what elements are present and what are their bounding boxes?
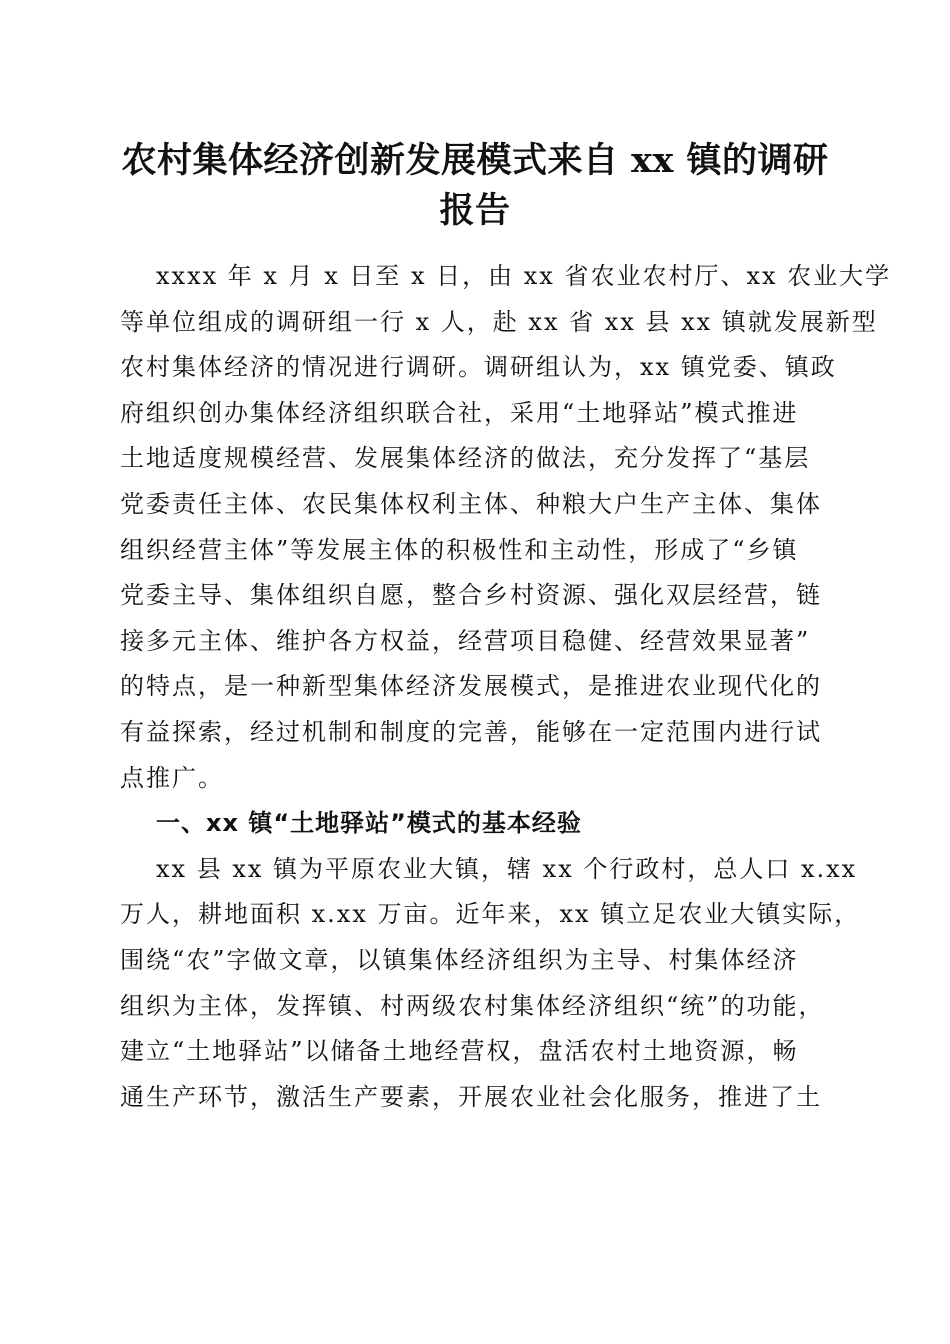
paragraph-line: 围绕“农”字做文章，以镇集体经济组织为主导、村集体经济 [120,945,799,974]
section-heading: 一、xx 镇“土地驿站”模式的基本经验 [156,809,582,838]
paragraph-line: 组织经营主体”等发展主体的积极性和主动性，形成了“乡镇 [120,535,799,564]
paragraph-line: xx 县 xx 镇为平原农业大镇，辖 xx 个行政村，总人口 x.xx [156,854,858,883]
document-title [110,136,840,236]
paragraph-line: 等单位组成的调研组一行 x 人，赴 xx 省 xx 县 xx 镇就发展新型 [120,307,878,336]
paragraph-line: 的特点，是一种新型集体经济发展模式，是推进农业现代化的 [120,672,822,701]
paragraph-line: 党委主导、集体组织自愿，整合乡村资源、强化双层经营，链 [120,581,822,610]
paragraph-line: 点推广。 [120,763,224,792]
paragraph-line: 土地适度规模经营、发展集体经济的做法，充分发挥了“基层 [120,444,811,473]
paragraph-line: 接多元主体、维护各方权益，经营项目稳健、经营效果显著” [120,626,811,655]
paragraph-line: 组织为主体，发挥镇、村两级农村集体经济组织“统”的功能， [120,991,825,1020]
paragraph-line: 建立“土地驿站”以储备土地经营权，盘活农村土地资源，畅 [120,1037,799,1066]
title-line-1: 农村集体经济创新发展模式来自 xx 镇的调研 [121,140,829,181]
paragraph-line: 通生产环节，激活生产要素，开展农业社会化服务，推进了土 [120,1082,822,1111]
paragraph-line: 府组织创办集体经济组织联合社，采用“土地驿站”模式推进 [120,398,799,427]
document-body [120,254,892,1120]
paragraph-line: 农村集体经济的情况进行调研。调研组认为，xx 镇党委、镇政 [120,353,837,382]
paragraph-line: 党委责任主体、农民集体权利主体、种粮大户生产主体、集体 [120,489,822,518]
title-line-2: 报告 [439,190,511,231]
paragraph-line: xxxx 年 x 月 x 日至 x 日，由 xx 省农业农村厅、xx 农业大学 [156,262,892,290]
paragraph-line: 万人，耕地面积 x.xx 万亩。近年来，xx 镇立足农业大镇实际， [120,900,861,929]
paragraph-line: 有益探索，经过机制和制度的完善，能够在一定范围内进行试 [120,717,822,746]
